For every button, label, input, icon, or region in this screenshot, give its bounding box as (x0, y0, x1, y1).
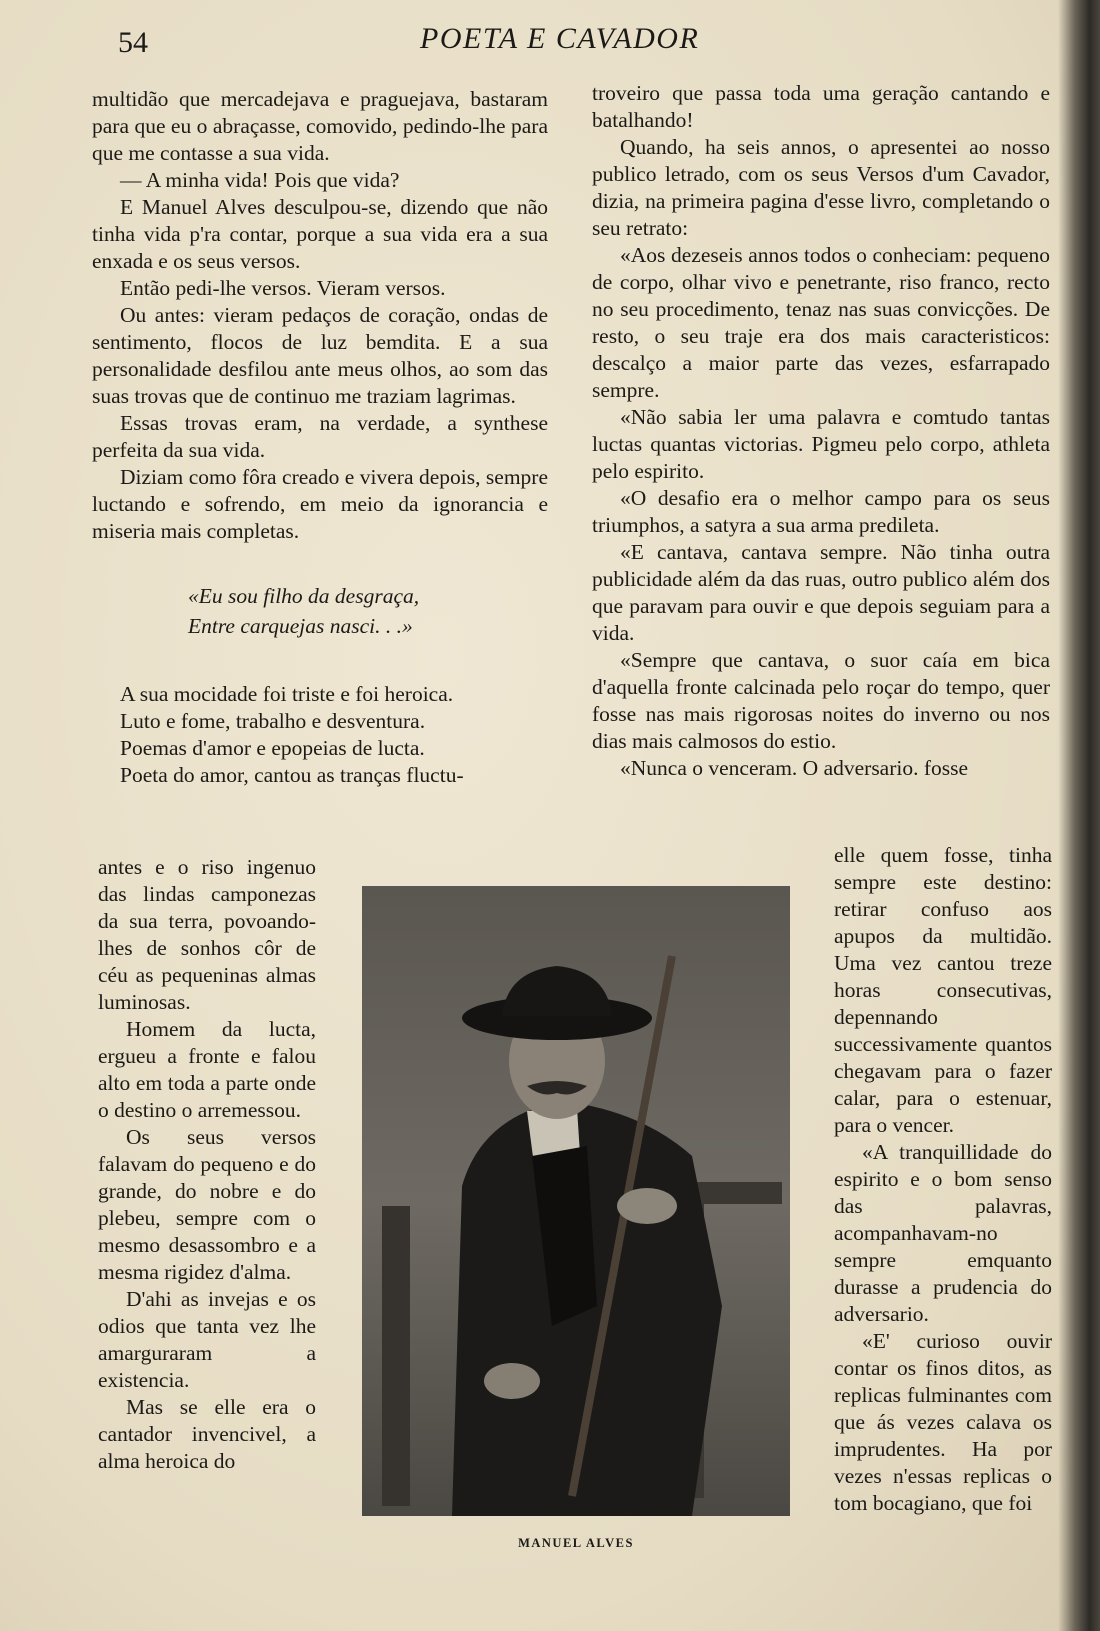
paragraph: Quando, ha seis annos, o apresentei ao nosso publico letrado, com os seus Versos d'um Cavador, dizia, na primeira pagina d'esse livro, completando o seu retrato: (592, 135, 1050, 240)
paragraph: «Aos dezeseis annos todos o conheciam: pequeno de corpo, olhar vivo e penetrante, riso franco, recto no seu procedimento, tenaz nas suas convicções. De resto, o seu traje era dos mais caracteristicos: descalço a maior parte das vezes, esfarrapado sempre. (592, 243, 1050, 402)
paragraph: «E' curioso ouvir contar os finos ditos, as replicas fulminantes com que ás vezes calava os imprudentes. Ha por vezes n'essas replicas o tom bocagiano, que foi (834, 1329, 1052, 1515)
page-number: 54 (118, 26, 148, 59)
left-column (92, 86, 548, 789)
right-column (592, 80, 1050, 782)
portrait-photo (362, 886, 790, 1516)
paragraph: Homem da lucta, ergueu a fronte e falou alto em toda a parte onde o destino o arremessou. (98, 1017, 316, 1122)
paragraph: Poemas d'amor e epopeias de lucta. (120, 736, 425, 760)
paragraph: «O desafio era o melhor campo para os seus triumphos, a satyra a sua arma predileta. (592, 486, 1050, 537)
paragraph: elle quem fosse, tinha sempre este destino: retirar confuso aos apupos da multidão. Uma vez cantou treze horas consecutivas, depennando successivamente quantos chegavam para o fazer calar, para o estenuar, para o vencer. (834, 843, 1052, 1137)
paragraph: D'ahi as invejas e os odios que tanta vez lhe amarguraram a existencia. (98, 1287, 316, 1392)
portrait-illustration (362, 886, 790, 1516)
paragraph: E Manuel Alves desculpou-se, dizendo que não tinha vida p'ra contar, porque a sua vida era a sua enxada e os seus versos. (92, 195, 548, 273)
paragraph: «A tranquillidade do espirito e o bom senso das palavras, acompanhavam-no sempre emquanto durasse a prudencia do adversario. (834, 1140, 1052, 1326)
paragraph: A sua mocidade foi triste e foi heroica. (120, 682, 454, 706)
paragraph: antes e o riso ingenuo das lindas camponezas da sua terra, povoando-lhes de sonhos côr de céu as pequeninas almas luminosas. (98, 855, 316, 1014)
paragraph: multidão que mercadejava e praguejava, bastaram para que eu o abraçasse, comovido, pedindo-lhe para que me contasse a sua vida. (92, 87, 548, 165)
verse-line-1: «Eu sou filho da desgraça, (188, 584, 420, 608)
paragraph: «Nunca o venceram. O adversario. fosse (620, 756, 969, 780)
paragraph: — A minha vida! Pois que vida? (120, 168, 400, 192)
paragraph: Mas se elle era o cantador invencivel, a alma heroica do (98, 1395, 316, 1473)
paragraph: Diziam como fôra creado e vivera depois, sempre luctando e sofrendo, em meio da ignorancia e miseria mais completas. (92, 465, 548, 543)
photo-caption: MANUEL ALVES (518, 1536, 634, 1550)
paragraph: troveiro que passa toda uma geração cantando e batalhando! (592, 81, 1050, 132)
paragraph: Os seus versos falavam do pequeno e do grande, do nobre e do plebeu, sempre com o mesmo desassombro e a mesma rigidez d'alma. (98, 1125, 316, 1284)
verse-quote (188, 581, 548, 641)
paragraph: «Sempre que cantava, o suor caía em bica d'aquella fronte calcinada pelo roçar do tempo, quer fosse nas mais rigorosas noites do inverno ou nos dias mais calmosos do estio. (592, 648, 1050, 753)
page-edge-shadow (1058, 0, 1100, 1631)
left-narrow-column (98, 854, 316, 1475)
paragraph: «Não sabia ler uma palavra e comtudo tantas luctas quantas victorias. Pigmeu pelo corpo, athleta pelo espirito. (592, 405, 1050, 483)
verse-line-2: Entre carquejas nasci. . .» (188, 614, 413, 638)
paragraph: Então pedi-lhe versos. Vieram versos. (120, 276, 446, 300)
paragraph: Luto e fome, trabalho e desventura. (120, 709, 426, 733)
running-title: POETA E CAVADOR (420, 22, 700, 55)
paragraph: Poeta do amor, cantou as tranças fluctu- (120, 763, 464, 787)
right-narrow-column (834, 842, 1052, 1517)
paragraph: Ou antes: vieram pedaços de coração, ondas de sentimento, flocos de luz bemdita. E a sua personalidade desfilou ante meus olhos, ao som das suas trovas que de continuo me traziam lagrimas. (92, 303, 548, 408)
paragraph: Essas trovas eram, na verdade, a synthese perfeita da sua vida. (92, 411, 548, 462)
paragraph: «E cantava, cantava sempre. Não tinha outra publicidade além da das ruas, outro publico além dos que paravam para ouvir e que depois seguiam para a vida. (592, 540, 1050, 645)
